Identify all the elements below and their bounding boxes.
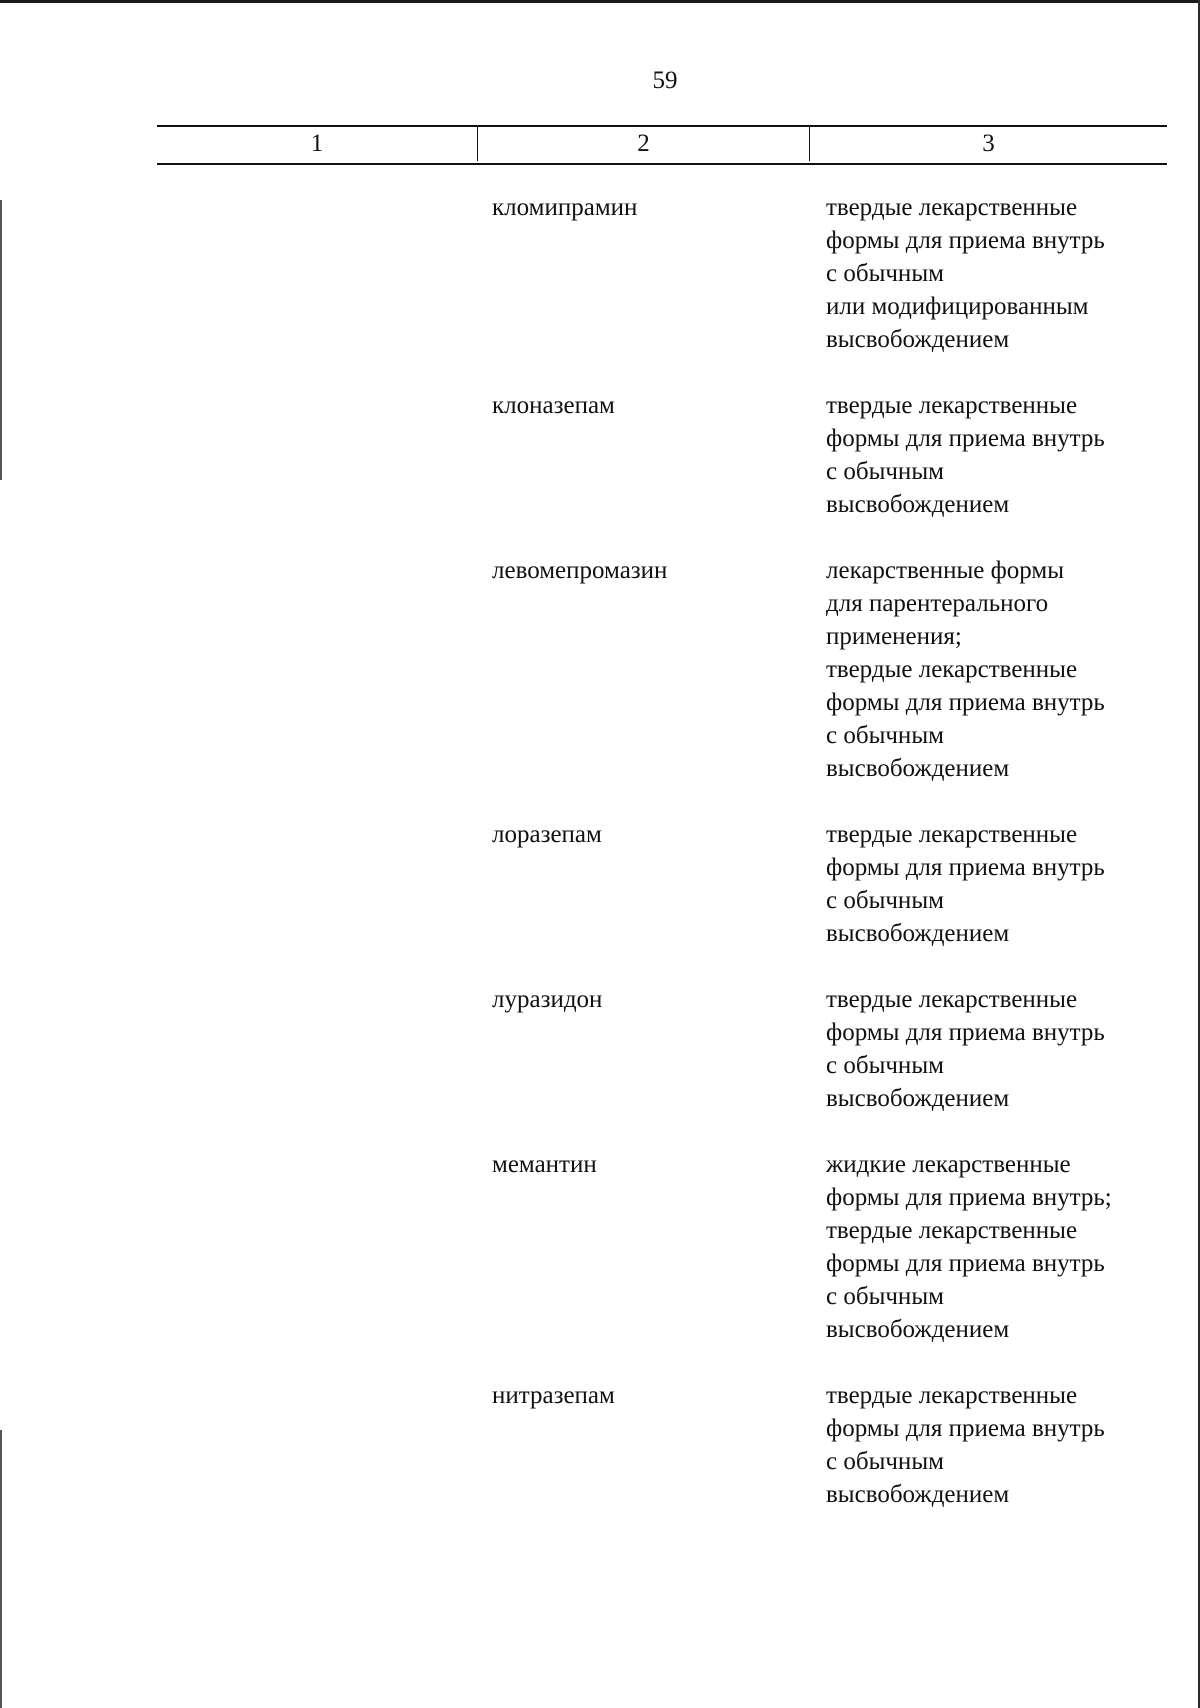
dosage-form	[826, 983, 1166, 1115]
dosage-form-line: высвобождением	[826, 491, 1010, 518]
dosage-form-line: высвобождением	[826, 755, 1010, 782]
drug-name: кломипрамин	[492, 194, 638, 221]
drug-name: мемантин	[492, 1151, 597, 1178]
dosage-form-line: твердые лекарственные	[826, 1382, 1078, 1409]
dosage-form-line: твердые лекарственные	[826, 986, 1078, 1013]
dosage-form-line: формы для приема внутрь	[826, 1415, 1105, 1442]
table-row	[0, 1148, 1200, 1346]
dosage-form-line: высвобождением	[826, 1316, 1010, 1343]
dosage-form-line: твердые лекарственные	[826, 821, 1078, 848]
dosage-form-line: твердые лекарственные	[826, 194, 1078, 221]
drug-name: нитразепам	[492, 1382, 615, 1409]
table-row	[0, 554, 1200, 785]
dosage-form-line: с обычным	[826, 1283, 944, 1310]
dosage-form-line: формы для приема внутрь	[826, 854, 1105, 881]
dosage-form-line: формы для приема внутрь	[826, 425, 1105, 452]
dosage-form-line: с обычным	[826, 722, 944, 749]
header-cell-col3: 3	[982, 130, 995, 157]
dosage-form-line: высвобождением	[826, 1085, 1010, 1112]
dosage-form-line: с обычным	[826, 458, 944, 485]
drug-name: левомепромазин	[492, 557, 668, 584]
dosage-form-line: применения;	[826, 623, 962, 650]
dosage-form-line: твердые лекарственные	[826, 392, 1078, 419]
dosage-form	[826, 1379, 1166, 1511]
dosage-form-line: формы для приема внутрь	[826, 227, 1105, 254]
dosage-form-line: для парентерального	[826, 590, 1049, 617]
dosage-form-line: высвобождением	[826, 326, 1010, 353]
drug-name: луразидон	[492, 986, 603, 1013]
header-cell-col1: 1	[157, 127, 478, 161]
dosage-form	[826, 389, 1166, 521]
header-cell-col2: 2	[478, 127, 810, 161]
page-number: 59	[652, 67, 678, 94]
dosage-form-line: лекарственные формы	[826, 557, 1065, 584]
scan-top-edge	[0, 0, 1200, 3]
table-header	[157, 125, 1167, 165]
drug-name: клоназепам	[492, 392, 615, 419]
dosage-form-line: формы для приема внутрь	[826, 689, 1105, 716]
table-row	[0, 191, 1200, 356]
dosage-form-line: с обычным	[826, 260, 944, 287]
dosage-form	[826, 191, 1166, 356]
dosage-form-line: высвобождением	[826, 920, 1010, 947]
dosage-form	[826, 818, 1166, 950]
dosage-form-line: с обычным	[826, 1052, 944, 1079]
table-row	[0, 1379, 1200, 1511]
dosage-form-line: твердые лекарственные	[826, 1217, 1078, 1244]
dosage-form	[826, 554, 1166, 785]
dosage-form-line: с обычным	[826, 1448, 944, 1475]
dosage-form-line: формы для приема внутрь	[826, 1019, 1105, 1046]
drug-name: лоразепам	[492, 821, 602, 848]
dosage-form-line: жидкие лекарственные	[826, 1151, 1071, 1178]
dosage-form-line: формы для приема внутрь	[826, 1250, 1105, 1277]
dosage-form-line: формы для приема внутрь;	[826, 1184, 1112, 1211]
table-row	[0, 389, 1200, 521]
table-row	[0, 818, 1200, 950]
dosage-form-line: высвобождением	[826, 1481, 1010, 1508]
table-body	[0, 191, 1200, 1544]
dosage-form-line: с обычным	[826, 887, 944, 914]
dosage-form	[826, 1148, 1166, 1346]
table-row	[0, 983, 1200, 1115]
dosage-form-line: или модифицированным	[826, 293, 1089, 320]
dosage-form-line: твердые лекарственные	[826, 656, 1078, 683]
